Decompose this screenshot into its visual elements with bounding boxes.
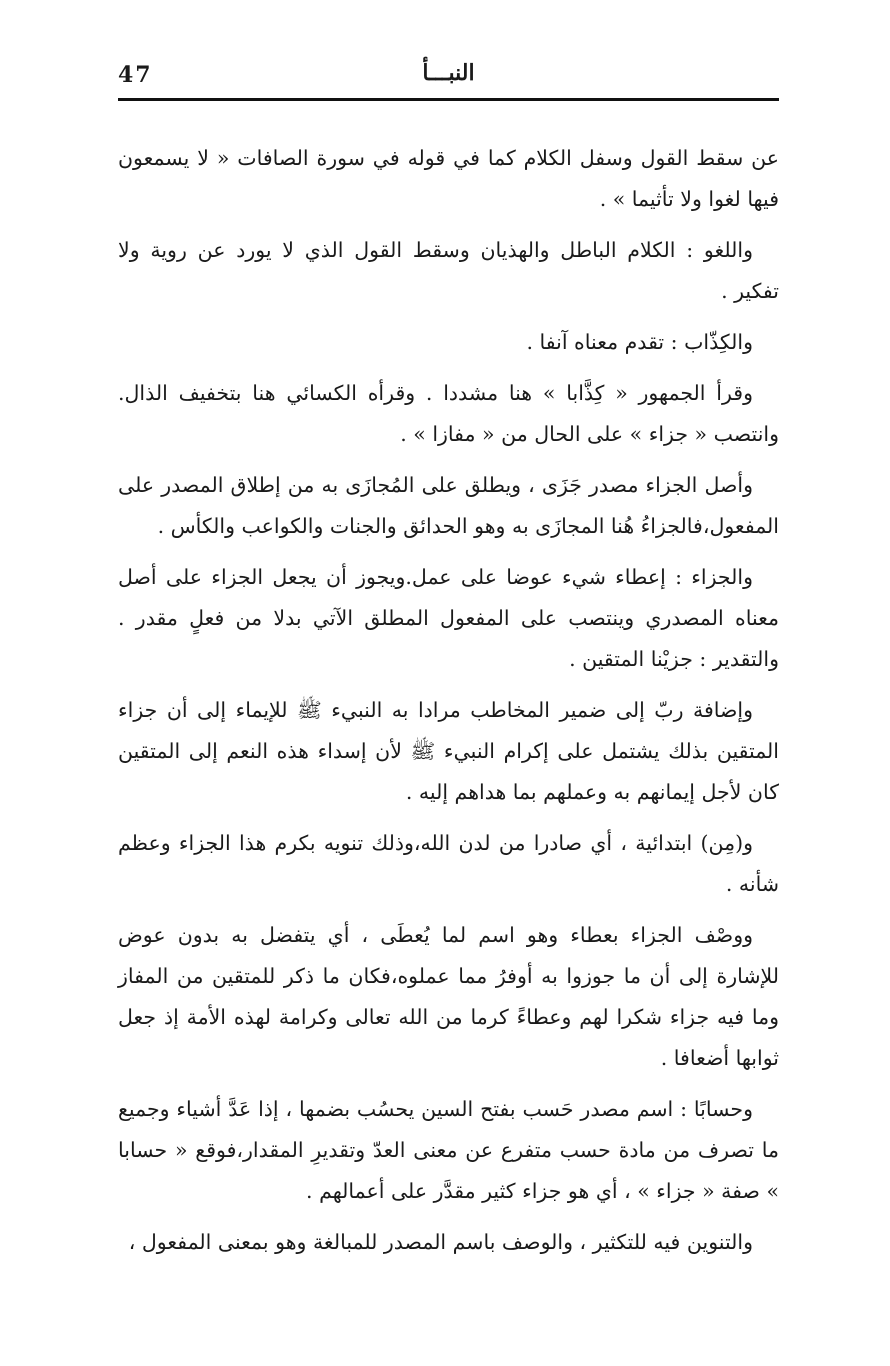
paragraph: وأصل الجزاء مصدر جَزَى ، ويطلق على المُجازَى به من إطلاق المصدر على المفعول،فالجزاءُ هُنا المجازَى به وهو الحدائق والجنات والكواعب والكأس . [118, 473, 779, 538]
running-title: النبـــأ [422, 60, 475, 86]
paragraph: ووصْف الجزاء بعطاء وهو اسم لما يُعطَى ، أي يتفضل به بدون عوض للإشارة إلى أن ما جوزوا به أوفرُ مما عملوه،فكان ما ذكر للمتقين من المفاز وما فيه جزاء شكرا لهم وعطاءً كرما من الله تعالى وكرامة لهذه الأمة إذ جعل ثوابها أضعافا . [118, 923, 779, 1070]
paragraph: والكِذّاب : تقدم معناه آنفا . [526, 330, 753, 354]
paragraph: وقرأ الجمهور « كِذَّابا » هنا مشددا . وقرأه الكسائي هنا بتخفيف الذال. وانتصب « جزاء » على الحال من « مفازا » . [118, 381, 779, 446]
paragraph: والتنوين فيه للتكثير ، والوصف باسم المصدر للمبالغة وهو بمعنى المفعول ، [128, 1230, 753, 1254]
body-text [118, 138, 779, 1273]
paragraph: والجزاء : إعطاء شيء عوضا على عمل.ويجوز أن يجعل الجزاء على أصل معناه المصدري وينتصب على المفعول المطلق الآتي بدلا من فعلٍ مقدر . والتقدير : جزيْنا المتقين . [118, 565, 779, 671]
paragraph: وحسابًا : اسم مصدر حَسب بفتح السين يحسُب بضمها ، إذا عَدَّ أشياء وجميع ما تصرف من مادة حسب متفرع عن معنى العدّ وتقديرِ المقدار،فوقع « حسابا » صفة « جزاء » ، أي هو جزاء كثير مقدَّر على أعمالهم . [118, 1097, 779, 1203]
paragraph: عن سقط القول وسفل الكلام كما في قوله في سورة الصافات « لا يسمعون فيها لغوا ولا تأثيما » . [118, 146, 779, 211]
paragraph: و(مِن) ابتدائية ، أي صادرا من لدن الله،وذلك تنويه بكرم هذا الجزاء وعظم شأنه . [118, 831, 779, 896]
paragraph: وإضافة ربّ إلى ضمير المخاطب مرادا به النبيء ﷺ للإيماء إلى أن جزاء المتقين بذلك يشتمل على إكرام النبيء ﷺ لأن إسداء هذه النعم إلى المتقين كان لأجل إيمانهم به وعملهم بما هداهم إليه . [118, 698, 779, 804]
page-header [118, 56, 779, 96]
paragraph: واللغو : الكلام الباطل والهذيان وسقط القول الذي لا يورد عن روية ولا تفكير . [118, 238, 779, 303]
page-number: 47 [118, 62, 153, 88]
header-rule [118, 98, 779, 101]
